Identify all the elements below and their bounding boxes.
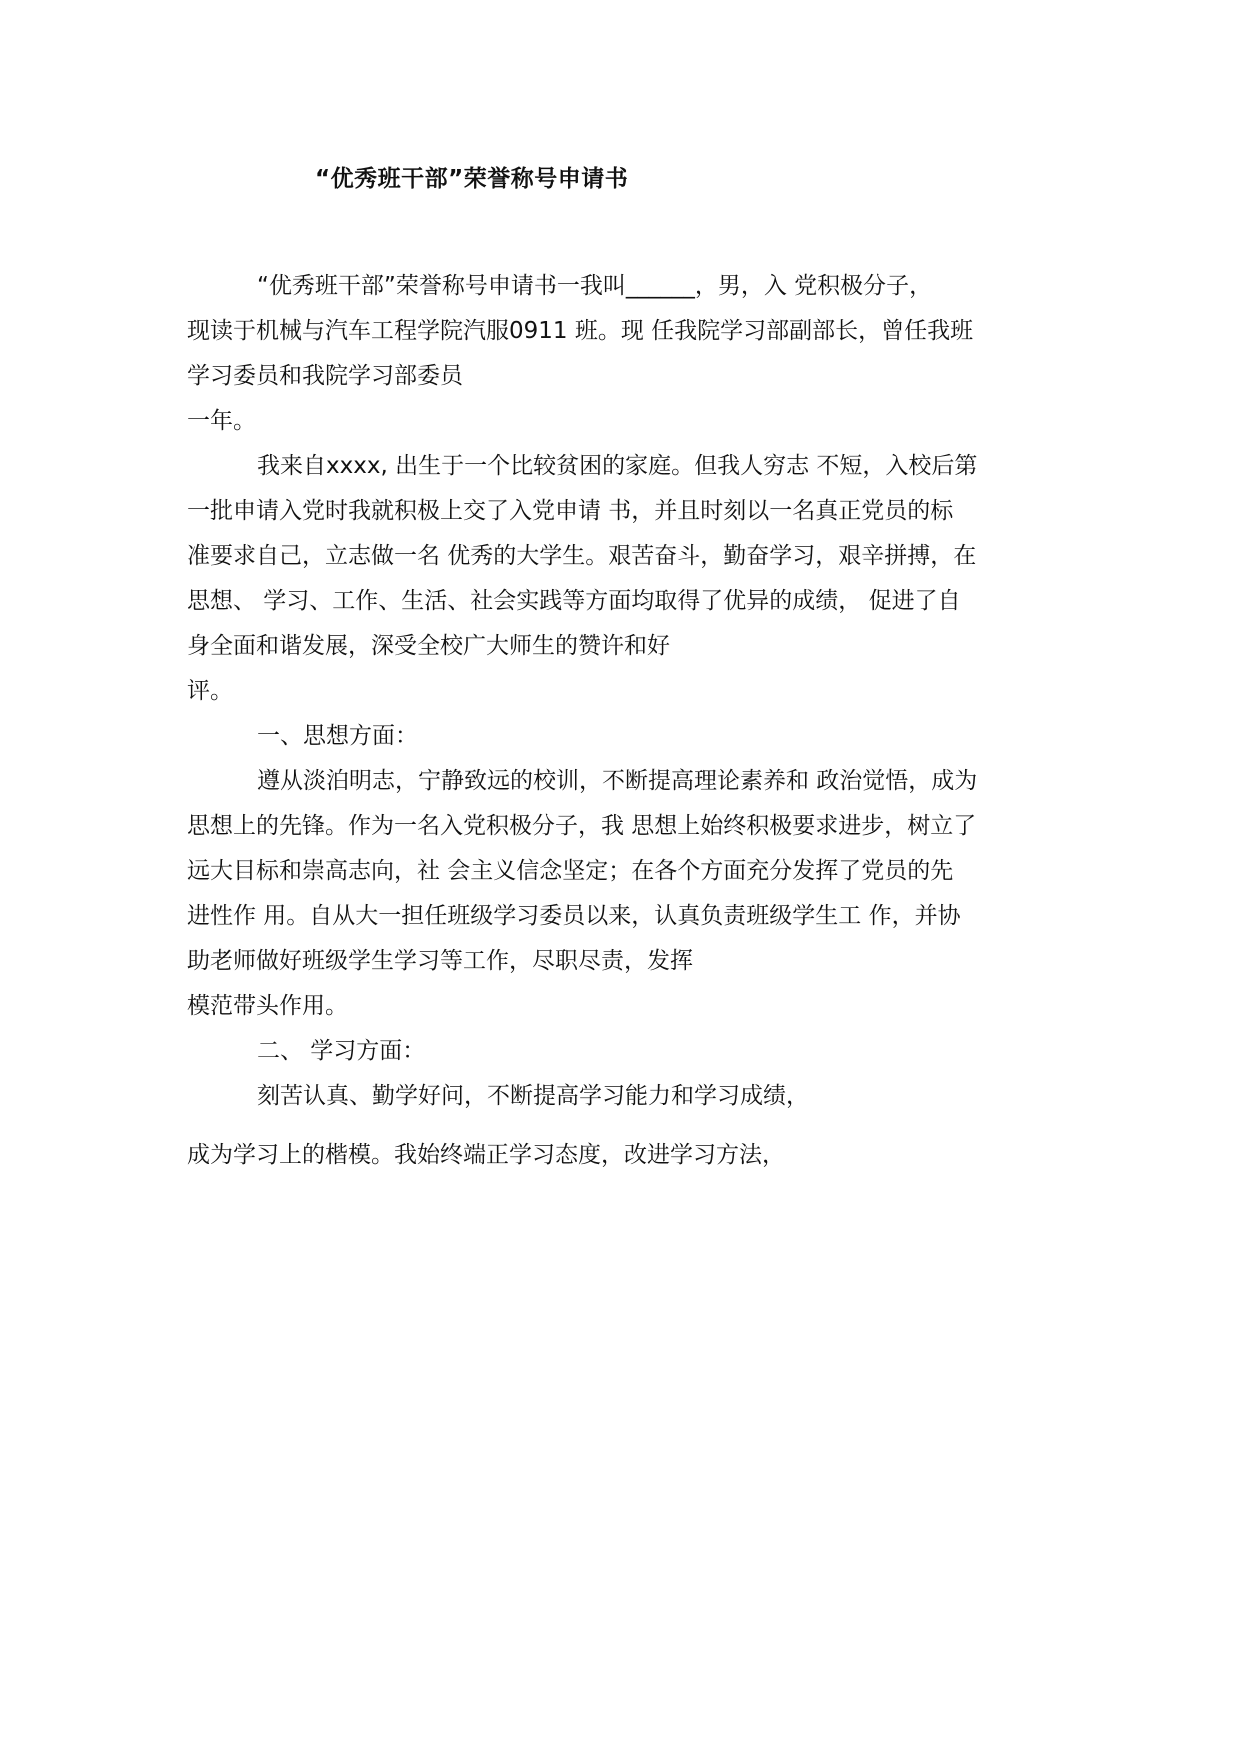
document-title: “优秀班干部”荣誉称号申请书: [315, 166, 629, 192]
paragraph-line: 远大目标和崇高志向，社 会主义信念坚定；在各个方面充分发挥了党员的先: [187, 858, 954, 884]
paragraph-line: 一年。: [187, 408, 256, 434]
document-body: [187, 264, 1067, 1178]
paragraph-line: 遵从淡泊明志，宁静致远的校训，不断提高理论素养和 政治觉悟，成为: [257, 768, 978, 794]
paragraph-line: 现读于机械与汽车工程学院汽服0911 班。现 任我院学习部副部长，曾任我班: [187, 318, 974, 344]
paragraph-line: “优秀班干部”荣誉称号申请书一我叫______，男，入 党积极分子，: [257, 273, 933, 299]
paragraph-line: 评。: [187, 678, 233, 704]
paragraph-line: 刻苦认真、勤学好问，不断提高学习能力和学习成绩，: [257, 1083, 809, 1109]
paragraph-line: 思想上的先锋。作为一名入党积极分子，我 思想上始终积极要求进步，树立了: [187, 813, 977, 839]
paragraph-line: 助老师做好班级学生学习等工作，尽职尽责，发挥: [187, 948, 693, 974]
paragraph-line: 学习委员和我院学习部委员: [187, 363, 463, 389]
paragraph-line: 模范带头作用。: [187, 993, 348, 1019]
section-heading: 二、 学习方面：: [257, 1038, 426, 1064]
paragraph-line: 一批申请入党时我就积极上交了入党申请 书，并且时刻以一名真正党员的标: [187, 498, 954, 524]
paragraph-line: 进性作 用。自从大一担任班级学习委员以来，认真负责班级学生工 作，并协: [187, 903, 961, 929]
section-heading: 一、思想方面：: [257, 723, 418, 749]
paragraph-line: 身全面和谐发展，深受全校广大师生的赞许和好: [187, 633, 670, 659]
paragraph-line: 成为学习上的楷模。我始终端正学习态度，改进学习方法，: [187, 1142, 785, 1168]
paragraph-line: 我来自xxxx, 出生于一个比较贫困的家庭。但我人穷志 不短，入校后第: [257, 453, 978, 479]
paragraph-line: 思想、 学习、工作、生活、社会实践等方面均取得了优异的成绩， 促进了自: [187, 588, 961, 614]
paragraph-line: 准要求自己，立志做一名 优秀的大学生。艰苦奋斗，勤奋学习，艰辛拼搏，在: [187, 543, 977, 569]
